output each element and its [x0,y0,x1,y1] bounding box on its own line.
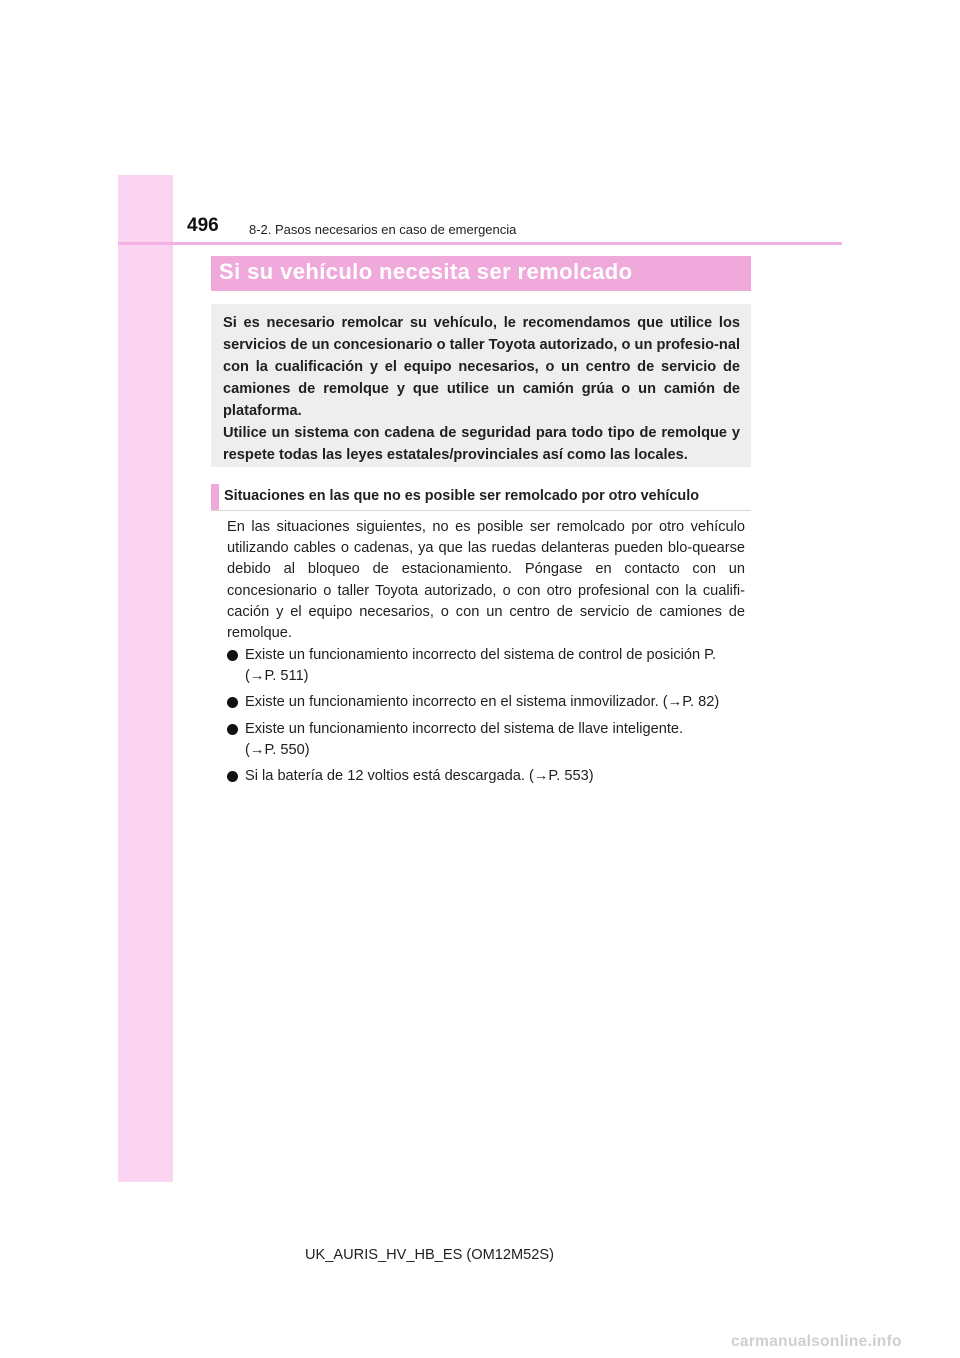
running-head: 8-2. Pasos necesarios en caso de emergencia [249,222,517,237]
header-rule [118,242,842,245]
list-item [227,719,747,761]
bullet-text: Existe un funcionamiento incorrecto del sistema de control de posición P. [245,647,717,663]
page-reference: (→P. 550) [245,741,310,758]
bullet-icon [227,697,238,708]
section-heading-bar [211,484,751,511]
bullet-list [227,645,747,792]
page-title: Si su vehículo necesita ser remolcado [219,259,633,284]
list-item [227,766,747,787]
bullet-text: Existe un funcionamiento incorrecto del sistema de llave inteligente. [245,720,684,737]
list-item [227,692,747,713]
list-item [227,645,747,687]
page-reference: (→P. 511) [245,668,309,685]
section-heading: Situaciones en las que no es posible ser remolcado por otro vehículo [224,488,700,504]
bullet-text: Existe un funcionamiento incorrecto en el sistema inmovilizador. (→P. 82) [245,694,720,711]
section-accent [211,484,219,510]
intro-box [211,304,751,467]
title-bar [211,256,751,291]
bullet-icon [227,724,238,735]
intro-paragraph-2: Utilice un sistema con cadena de seguridad para todo tipo de remolque y respete todas las leyes estatales/provinciales así como las locales. [223,425,740,463]
watermark: carmanualsonline.info [731,1333,902,1350]
side-tab-band [118,175,173,1182]
bullet-icon [227,771,238,782]
section-body: En las situaciones siguientes, no es posible ser remolcado por otro vehículo utilizando cables o cadenas, ya que las ruedas delanteras pueden blo-quearse debido al bloqueo de estacionamiento. Póngase en contacto con un concesionario o taller Toyota autorizado, o con otro profesional con la cualifi-cación y el equipo necesarios, o con un centro de servicio de camiones de remolque. [227,519,745,642]
document-code: UK_AURIS_HV_HB_ES (OM12M52S) [305,1247,554,1263]
bullet-icon [227,650,238,661]
page-number: 496 [187,215,219,236]
intro-paragraph-1: Si es necesario remolcar su vehículo, le recomendamos que utilice los servicios de un concesionario o taller Toyota autorizado, o un profesio-nal con la cualificación y el equipo necesarios, o un centro de servicio de camiones de remolque y que utilice un camión grúa o un camión de plataforma. [223,315,740,419]
bullet-text: Si la batería de 12 voltios está descargada. (→P. 553) [245,768,594,785]
